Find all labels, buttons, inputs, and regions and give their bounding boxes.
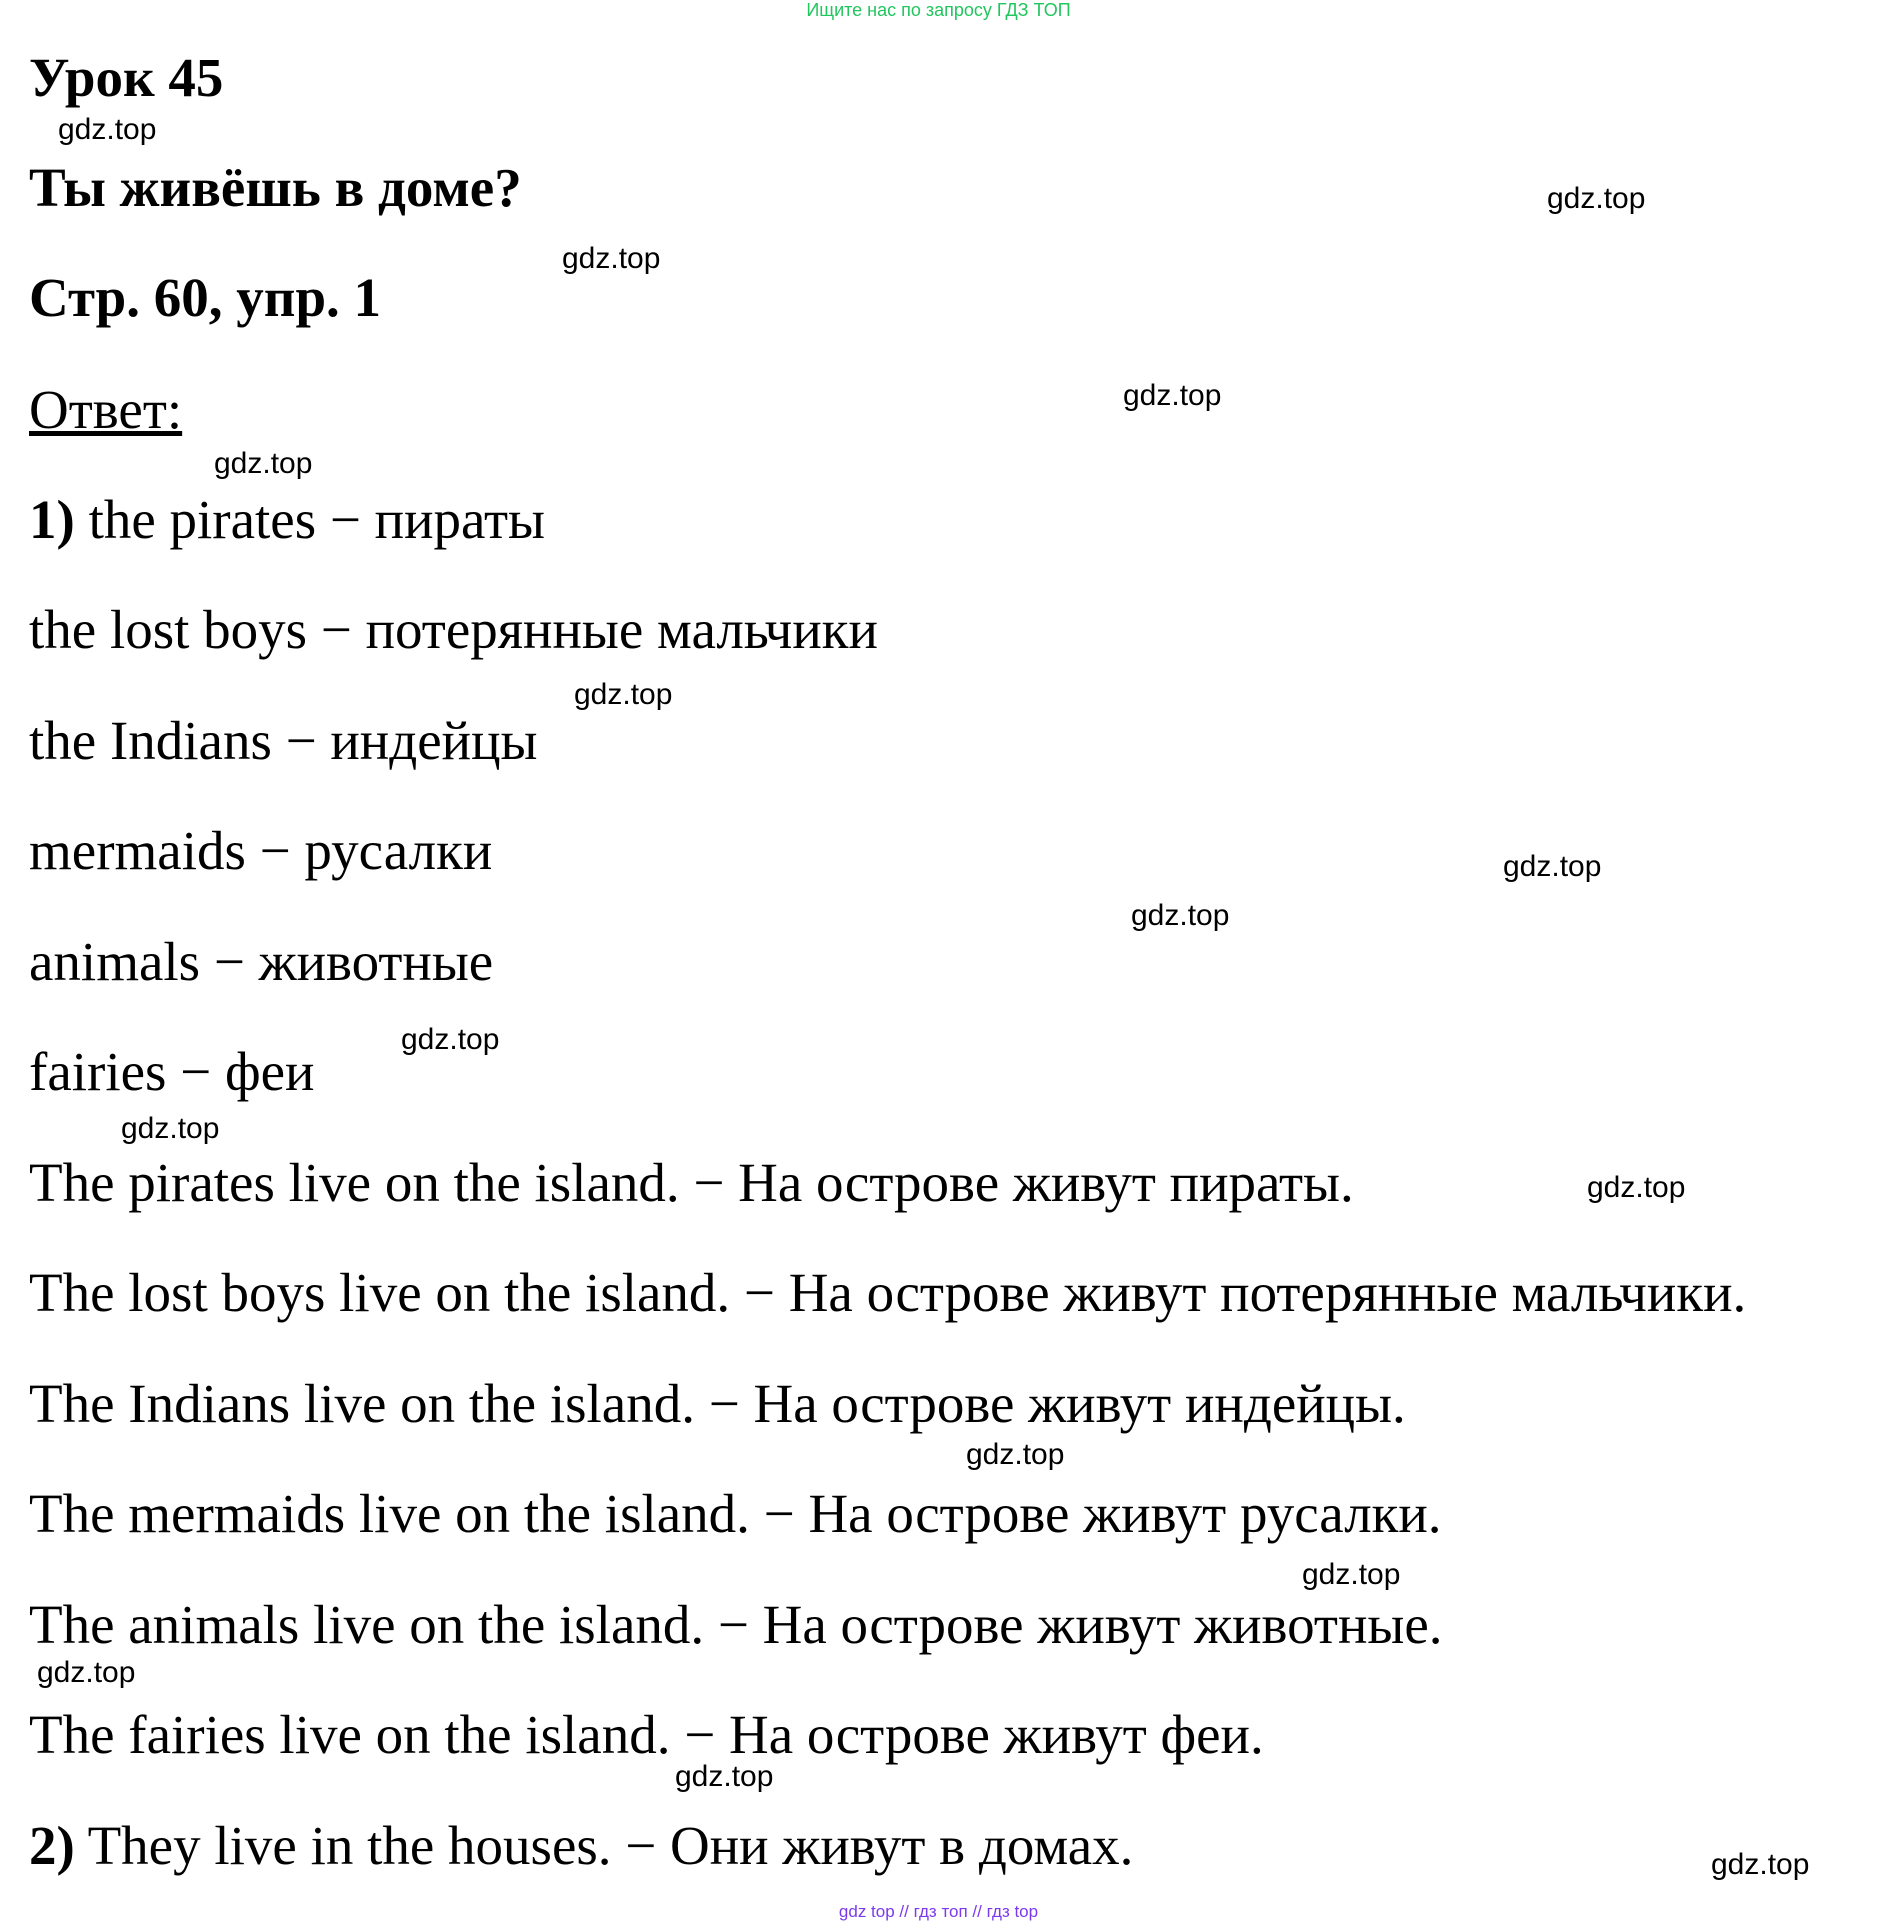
answer-line [29, 1262, 1747, 1323]
answer-line [29, 489, 545, 550]
answer-line [29, 820, 493, 881]
watermark: gdz.top [1123, 379, 1222, 412]
item-text: They live in the houses. − Они живут в домах. [74, 1815, 1134, 1876]
item-text: the Indians − индейцы [29, 710, 538, 771]
watermark: gdz.top [574, 678, 673, 711]
watermark: gdz.top [966, 1438, 1065, 1471]
watermark: gdz.top [58, 113, 157, 146]
item-text: the lost boys − потерянные мальчики [29, 599, 878, 660]
watermark: gdz.top [401, 1023, 500, 1056]
item-number: 2) [29, 1815, 75, 1876]
answer-line [29, 1594, 1443, 1655]
watermark: gdz.top [37, 1656, 136, 1689]
watermark: gdz.top [1547, 182, 1646, 215]
answer-line [29, 1152, 1354, 1213]
watermark: gdz.top [1503, 850, 1602, 883]
item-text: animals − животные [29, 931, 494, 992]
watermark: gdz.top [1587, 1171, 1686, 1204]
watermark: gdz.top [562, 242, 661, 275]
answer-line [29, 1373, 1406, 1434]
watermark: gdz.top [121, 1112, 220, 1145]
item-number: 1) [29, 489, 75, 550]
item-text: fairies − феи [29, 1041, 315, 1102]
answer-line [29, 1041, 315, 1102]
answer-line [29, 931, 494, 992]
answer-line [29, 1815, 1134, 1876]
item-text: The animals live on the island. − На острове живут животные. [29, 1594, 1443, 1655]
item-text: The fairies live on the island. − На острове живут феи. [29, 1704, 1264, 1765]
top-banner: Ищите нас по запросу ГДЗ ТОП [806, 0, 1071, 20]
watermark: gdz.top [1302, 1558, 1401, 1591]
watermark: gdz.top [214, 447, 313, 480]
lesson-question: Ты живёшь в доме? [29, 157, 522, 218]
item-text: The pirates live on the island. − На острове живут пираты. [29, 1152, 1354, 1213]
item-text: The mermaids live on the island. − На острове живут русалки. [29, 1483, 1442, 1544]
bottom-banner: gdz top // гдз топ // гдз top [838, 1902, 1039, 1921]
item-text: mermaids − русалки [29, 820, 493, 881]
answer-line [29, 599, 878, 660]
lesson-title: Урок 45 [29, 47, 224, 108]
answer-label: Ответ: [29, 379, 183, 440]
answer-line [29, 1483, 1442, 1544]
answer-line [29, 1704, 1264, 1765]
item-text: The lost boys live on the island. − На острове живут потерянные мальчики. [29, 1262, 1747, 1323]
watermark: gdz.top [1131, 899, 1230, 932]
answer-line [29, 710, 538, 771]
exercise-reference: Стр. 60, упр. 1 [29, 267, 382, 328]
item-text: The Indians live on the island. − На острове живут индейцы. [29, 1373, 1406, 1434]
watermark: gdz.top [675, 1760, 774, 1793]
item-text: the pirates − пираты [74, 489, 545, 550]
watermark: gdz.top [1711, 1848, 1810, 1881]
